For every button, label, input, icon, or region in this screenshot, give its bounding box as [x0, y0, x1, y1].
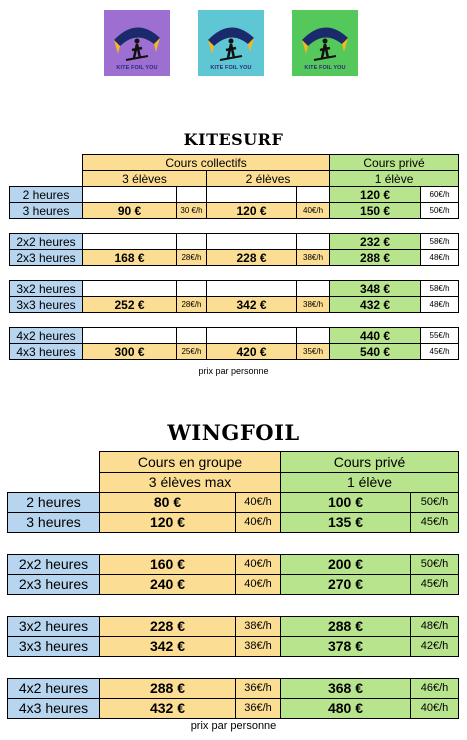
rate-prive: 45€/h — [411, 512, 459, 532]
price-2-eleves — [207, 328, 297, 344]
price-2-eleves: 228 € — [207, 250, 297, 266]
price-2-eleves — [207, 234, 297, 250]
duration-label: 4x3 heures — [8, 698, 100, 718]
header-1-eleve: 1 élève — [281, 473, 459, 493]
rate-3-eleves — [177, 328, 207, 344]
header-cours-prive: Cours privé — [281, 452, 459, 473]
duration-label: 4x2 heures — [8, 678, 100, 698]
duration-label: 4x2 heures — [10, 328, 83, 344]
rate-groupe: 40€/h — [236, 574, 281, 594]
table-row — [8, 678, 459, 698]
price-2-eleves: 120 € — [207, 203, 297, 219]
price-prive: 232 € — [330, 234, 421, 250]
header-3-eleves: 3 élèves — [83, 171, 207, 187]
duration-label: 3x3 heures — [8, 636, 100, 656]
rate-prive: 50€/h — [411, 554, 459, 574]
rate-prive: 50€/h — [411, 492, 459, 512]
duration-label: 3x2 heures — [10, 281, 83, 297]
rate-prive: 50€/h — [421, 203, 459, 219]
duration-label: 3 heures — [8, 512, 100, 532]
price-prive: 100 € — [281, 492, 411, 512]
rate-2-eleves: 40€/h — [297, 203, 330, 219]
rate-groupe: 38€/h — [236, 616, 281, 636]
rate-groupe: 38€/h — [236, 636, 281, 656]
logo-purple — [104, 10, 170, 76]
rate-2-eleves — [297, 234, 330, 250]
duration-label: 2x3 heures — [10, 250, 83, 266]
header-3-eleves-max: 3 élèves max — [100, 473, 281, 493]
kitesurf-rows — [10, 187, 459, 360]
price-prive: 135 € — [281, 512, 411, 532]
duration-label: 2x3 heures — [8, 574, 100, 594]
logo-text: KITE FOIL YOU — [116, 65, 158, 71]
price-groupe: 240 € — [100, 574, 236, 594]
duration-label: 3x3 heures — [10, 297, 83, 313]
duration-label: 2 heures — [10, 187, 83, 203]
header-cours-collectifs: Cours collectifs — [83, 155, 330, 171]
rate-2-eleves — [297, 281, 330, 297]
table-row — [10, 297, 459, 313]
table-row — [8, 574, 459, 594]
rate-prive: 45€/h — [411, 574, 459, 594]
price-2-eleves: 342 € — [207, 297, 297, 313]
table-row — [8, 616, 459, 636]
rate-2-eleves — [297, 328, 330, 344]
table-row — [10, 203, 459, 219]
rate-2-eleves: 38€/h — [297, 250, 330, 266]
rate-2-eleves — [297, 187, 330, 203]
price-prive: 432 € — [330, 297, 421, 313]
price-groupe: 120 € — [100, 512, 236, 532]
rate-3-eleves — [177, 234, 207, 250]
rate-prive: 46€/h — [411, 678, 459, 698]
table-row — [10, 234, 459, 250]
table-row — [10, 328, 459, 344]
rate-groupe: 36€/h — [236, 678, 281, 698]
logo-text: KITE FOIL YOU — [304, 65, 346, 71]
table-row — [10, 187, 459, 203]
price-3-eleves — [83, 187, 177, 203]
rate-groupe: 40€/h — [236, 492, 281, 512]
price-3-eleves — [83, 234, 177, 250]
rate-prive: 48€/h — [421, 250, 459, 266]
kitesurf-price-table — [9, 154, 459, 360]
price-prive: 150 € — [330, 203, 421, 219]
rate-prive: 60€/h — [421, 187, 459, 203]
kitesurf-note: prix par personne — [198, 366, 269, 376]
rate-3-eleves: 25€/h — [177, 344, 207, 360]
header-2-eleves: 2 élèves — [207, 171, 330, 187]
rate-prive: 48€/h — [411, 616, 459, 636]
rate-prive: 40€/h — [411, 698, 459, 718]
price-prive: 378 € — [281, 636, 411, 656]
logo-blue — [198, 10, 264, 76]
wingfoil-price-table — [7, 451, 459, 719]
price-groupe: 80 € — [100, 492, 236, 512]
price-groupe: 228 € — [100, 616, 236, 636]
price-groupe: 342 € — [100, 636, 236, 656]
price-prive: 368 € — [281, 678, 411, 698]
logo-text: KITE FOIL YOU — [210, 65, 252, 71]
duration-label: 2 heures — [8, 492, 100, 512]
table-row — [10, 281, 459, 297]
price-prive: 540 € — [330, 344, 421, 360]
duration-label: 3x2 heures — [8, 616, 100, 636]
rate-3-eleves: 28€/h — [177, 297, 207, 313]
wingfoil-title: WINGFOIL — [167, 420, 300, 445]
rate-groupe: 40€/h — [236, 512, 281, 532]
rate-groupe: 36€/h — [236, 698, 281, 718]
price-3-eleves: 168 € — [83, 250, 177, 266]
header-cours-groupe: Cours en groupe — [100, 452, 281, 473]
header-1-eleve: 1 élève — [330, 171, 459, 187]
price-3-eleves — [83, 281, 177, 297]
price-prive: 270 € — [281, 574, 411, 594]
price-2-eleves — [207, 281, 297, 297]
table-row — [8, 636, 459, 656]
rate-prive: 42€/h — [411, 636, 459, 656]
price-groupe: 432 € — [100, 698, 236, 718]
table-row — [10, 250, 459, 266]
price-prive: 440 € — [330, 328, 421, 344]
price-3-eleves: 252 € — [83, 297, 177, 313]
header-cours-prive: Cours privé — [330, 155, 459, 171]
rate-prive: 58€/h — [421, 281, 459, 297]
price-prive: 480 € — [281, 698, 411, 718]
price-2-eleves: 420 € — [207, 344, 297, 360]
price-prive: 200 € — [281, 554, 411, 574]
table-row — [8, 492, 459, 512]
rate-prive: 45€/h — [421, 344, 459, 360]
price-groupe: 288 € — [100, 678, 236, 698]
rate-prive: 55€/h — [421, 328, 459, 344]
price-prive: 288 € — [330, 250, 421, 266]
duration-label: 4x3 heures — [10, 344, 83, 360]
rate-3-eleves: 28€/h — [177, 250, 207, 266]
rate-3-eleves: 30 €/h — [177, 203, 207, 219]
price-prive: 348 € — [330, 281, 421, 297]
price-prive: 288 € — [281, 616, 411, 636]
price-3-eleves: 300 € — [83, 344, 177, 360]
logo-green — [292, 10, 358, 76]
rate-3-eleves — [177, 281, 207, 297]
duration-label: 2x2 heures — [8, 554, 100, 574]
price-3-eleves — [83, 328, 177, 344]
duration-label: 2x2 heures — [10, 234, 83, 250]
rate-groupe: 40€/h — [236, 554, 281, 574]
rate-2-eleves: 35€/h — [297, 344, 330, 360]
price-3-eleves: 90 € — [83, 203, 177, 219]
rate-prive: 48€/h — [421, 297, 459, 313]
rate-2-eleves: 38€/h — [297, 297, 330, 313]
price-2-eleves — [207, 187, 297, 203]
duration-label: 3 heures — [10, 203, 83, 219]
price-groupe: 160 € — [100, 554, 236, 574]
table-row — [8, 554, 459, 574]
table-row — [10, 344, 459, 360]
wingfoil-note: prix par personne — [190, 720, 277, 732]
rate-prive: 58€/h — [421, 234, 459, 250]
rate-3-eleves — [177, 187, 207, 203]
table-row — [8, 512, 459, 532]
kitesurf-title: KITESURF — [183, 130, 284, 149]
wingfoil-rows — [8, 492, 459, 718]
table-row — [8, 698, 459, 718]
price-prive: 120 € — [330, 187, 421, 203]
